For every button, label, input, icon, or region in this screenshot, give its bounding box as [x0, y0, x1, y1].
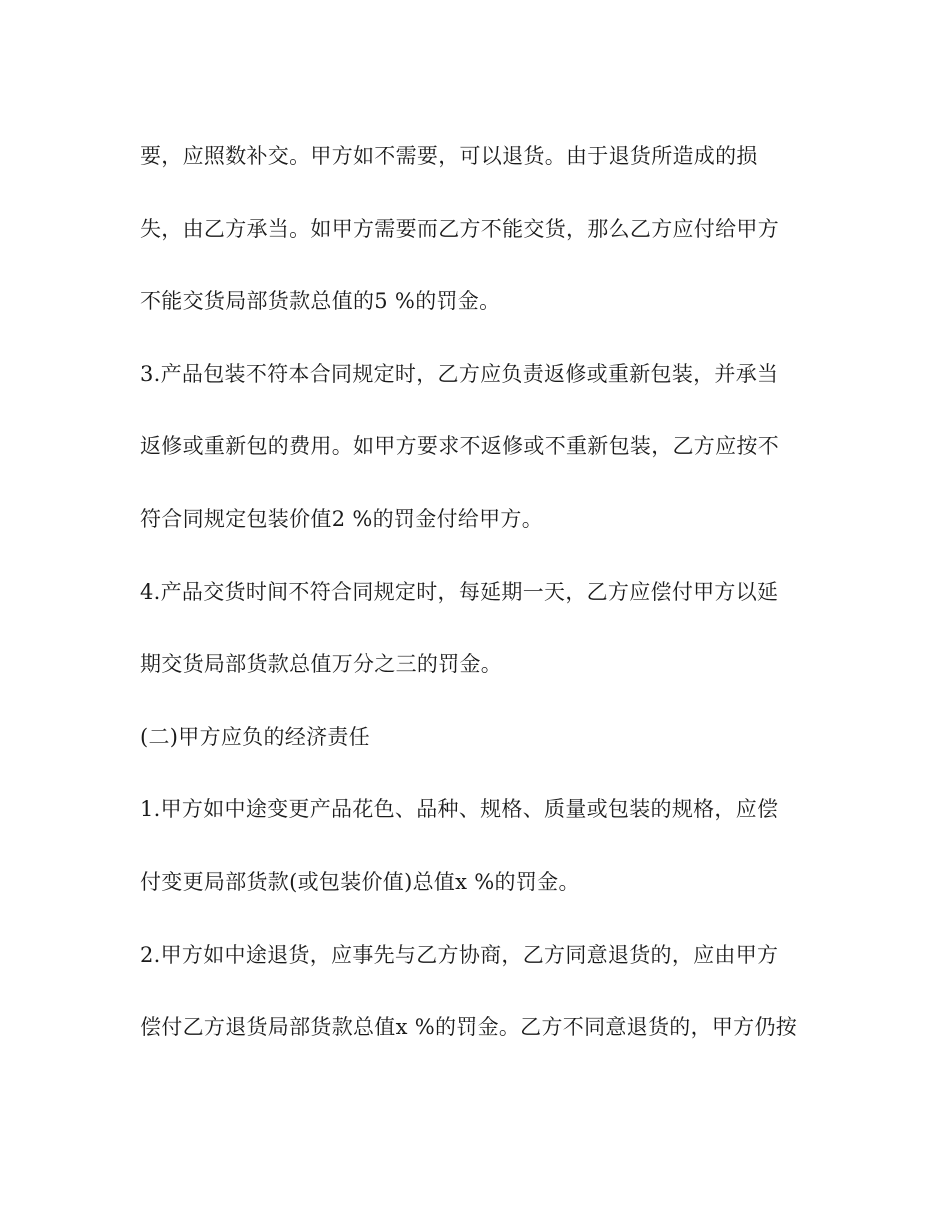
text-line: 要，应照数补交。甲方如不需要，可以退货。由于退货所造成的损 — [140, 144, 758, 168]
text-line: 期交货局部货款总值万分之三的罚金。 — [140, 652, 503, 677]
text-line: 付变更局部货款(或包装价值)总值x %的罚金。 — [140, 869, 580, 894]
text-line: 1.甲方如中途变更产品花色、品种、规格、质量或包装的规格，应偿 — [140, 797, 779, 822]
section-heading: (二)甲方应负的经济责任 — [140, 724, 370, 749]
text-line: 偿付乙方退货局部货款总值x %的罚金。乙方不同意退货的，甲方仍按 — [140, 1015, 798, 1040]
text-line: 4.产品交货时间不符合同规定时，每延期一天，乙方应偿付甲方以延 — [140, 579, 779, 604]
text-line: 2.甲方如中途退货，应事先与乙方协商，乙方同意退货的，应由甲方 — [140, 942, 779, 967]
text-line: 返修或重新包的费用。如甲方要求不返修或不重新包装，乙方应按不 — [140, 434, 779, 459]
text-line: 3.产品包装不符本合同规定时，乙方应负责返修或重新包装，并承当 — [140, 361, 779, 386]
document-body — [140, 138, 820, 1082]
text-line: 不能交货局部货款总值的5 %的罚金。 — [140, 289, 501, 314]
text-line: 失，由乙方承当。如甲方需要而乙方不能交货，那么乙方应付给甲方 — [140, 216, 779, 241]
text-line: 符合同规定包装价值2 %的罚金付给甲方。 — [140, 506, 543, 531]
